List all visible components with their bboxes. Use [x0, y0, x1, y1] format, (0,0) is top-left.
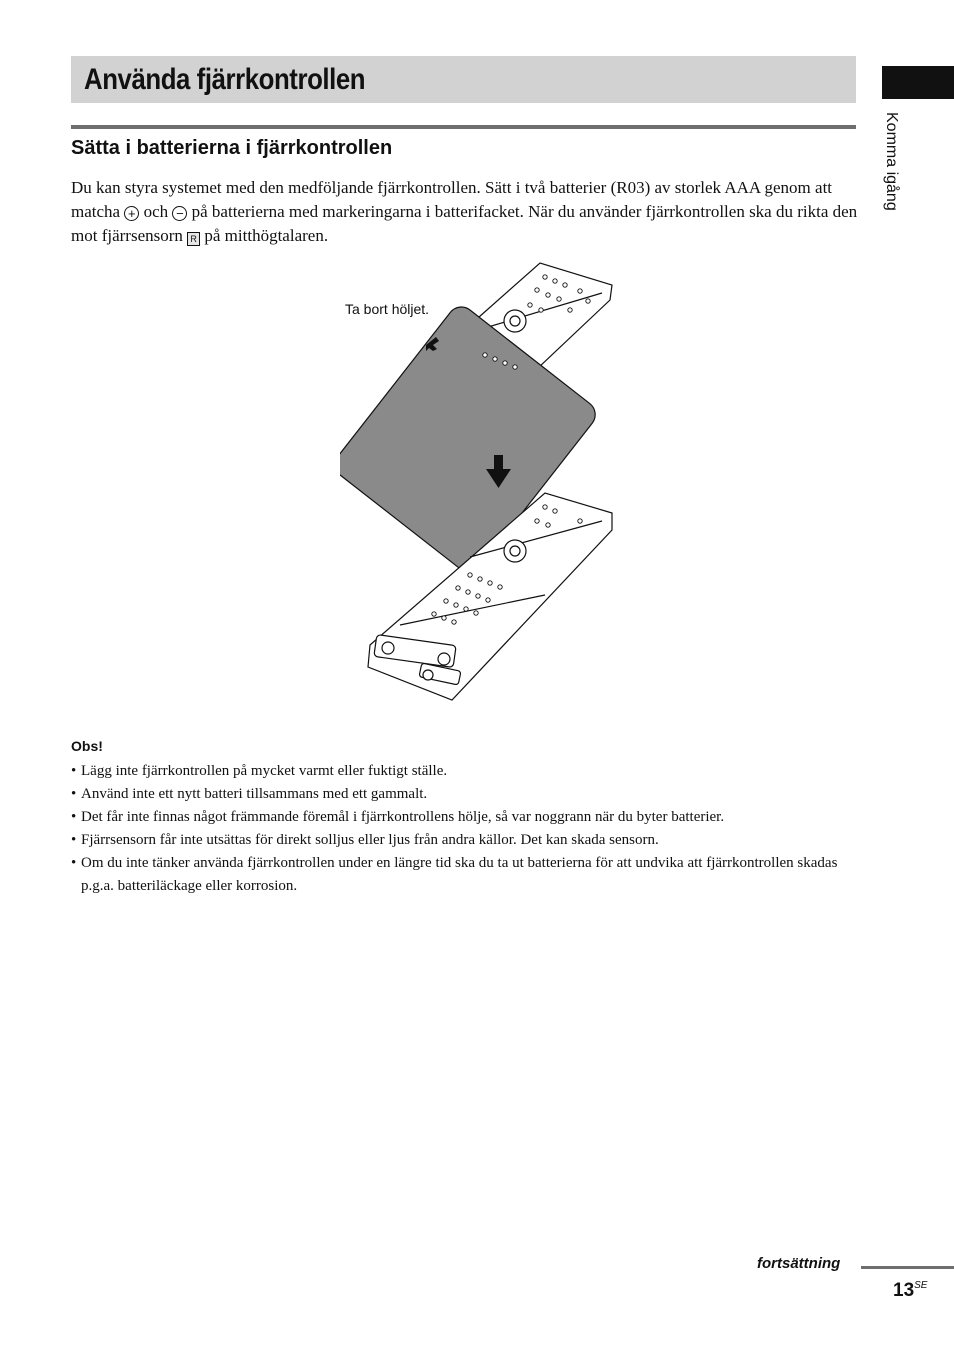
sensor-icon: R — [187, 232, 200, 246]
page-number-suffix: SE — [914, 1280, 928, 1291]
section-subtitle: Sätta i batterierna i fjärrkontrollen — [71, 137, 393, 159]
para-text-1: Du kan styra systemet med den medföljande fjärrkontrollen. Sätt i två batterier (R03) av storlek AAA genom att matcha — [71, 178, 833, 221]
note-item: • Det får inte finnas något främmande föremål i fjärrkontrollens hölje, så var noggrann när du byter batterier. — [71, 806, 861, 829]
side-tab-label: Komma igång — [883, 112, 900, 211]
section-rule — [71, 125, 856, 129]
plus-icon: + — [124, 206, 139, 221]
continuation-rule — [861, 1266, 954, 1269]
continuation-label: fortsättning — [757, 1255, 841, 1272]
minus-icon: − — [172, 206, 187, 221]
note-item: • Använd inte ett nytt batteri tillsammans med ett gammalt. — [71, 783, 861, 806]
page-title: Använda fjärrkontrollen — [84, 63, 366, 96]
page-number — [893, 1280, 927, 1302]
figure-caption: Ta bort höljet. — [345, 301, 430, 317]
page-number-value: 13 — [893, 1280, 915, 1301]
para-text-3: på batterierna med markeringarna i batterifacket. När du använder fjärrkontrollen ska du rikta den mot fjärrsensorn — [71, 202, 858, 245]
para-text-4: på mitthögtalaren. — [204, 226, 329, 245]
note-item: • Lägg inte fjärrkontrollen på mycket varmt eller fuktigt ställe. — [71, 760, 861, 783]
note-item: • Fjärrsensorn får inte utsättas för direkt solljus eller ljus från andra källor. Det kan skada sensorn. — [71, 829, 861, 852]
side-tab — [882, 112, 922, 292]
note-item: • Om du inte tänker använda fjärrkontrollen under en längre tid ska du ta ut batterierna för att undvika att fjärrkontrollen skadas p.g.a. batteriläckage eller korrosion. — [71, 852, 861, 898]
section-marker — [882, 66, 954, 99]
para-text-2: och — [143, 202, 169, 221]
intro-paragraph — [71, 176, 861, 248]
notes-list — [71, 760, 861, 898]
notes-heading: Obs! — [71, 738, 103, 754]
remote-illustration — [340, 255, 630, 715]
